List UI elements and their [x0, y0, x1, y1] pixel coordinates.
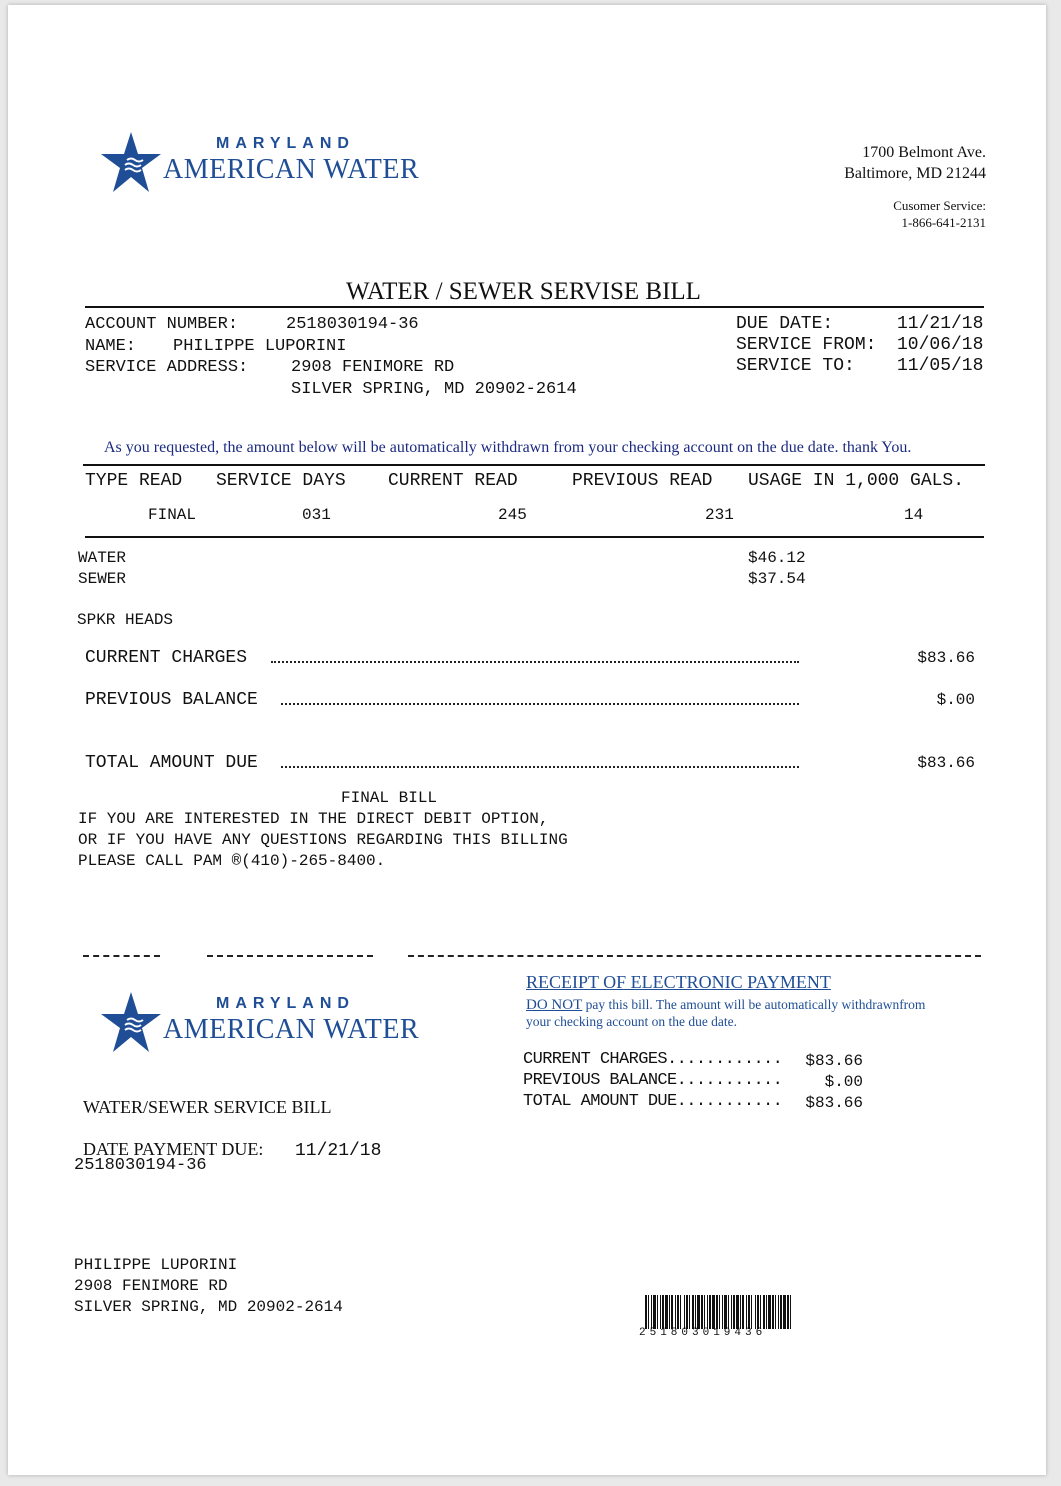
star-icon: [101, 990, 161, 1054]
customer-name: PHILIPPE LUPORINI: [173, 337, 347, 356]
water-charge: $46.12: [748, 549, 806, 567]
mailing-address-line1: 2908 FENIMORE RD: [74, 1277, 228, 1295]
barcode-bar: [695, 1295, 696, 1329]
date-payment-due: 11/21/18: [295, 1141, 382, 1161]
barcode-bar: [704, 1295, 705, 1329]
previous-balance-leader: [281, 703, 799, 705]
account-number-label: ACCOUNT NUMBER:: [85, 315, 239, 334]
barcode-bar: [669, 1295, 670, 1329]
barcode-bar: [748, 1295, 750, 1329]
stub-current-amount: $83.66: [805, 1052, 863, 1070]
barcode-bar: [722, 1295, 723, 1329]
barcode-bar: [787, 1295, 789, 1329]
barcode-bar: [736, 1295, 739, 1329]
due-date: 11/21/18: [897, 314, 984, 334]
barcode-bar: [697, 1295, 700, 1329]
table-bottom-rule: [85, 536, 984, 538]
logo-state-text: MARYLAND: [216, 995, 355, 1012]
barcode-bar: [751, 1295, 752, 1329]
sewer-label: SEWER: [78, 570, 127, 588]
previous-balance-amount: $.00: [936, 691, 975, 709]
autopay-notice: As you requested, the amount below will be automatically withdrawn from your checking account on the due date. thank You.: [104, 439, 912, 456]
barcode-bar: [665, 1295, 668, 1329]
mailing-name: PHILIPPE LUPORINI: [74, 1256, 238, 1274]
current-charges-leader: [271, 661, 799, 663]
barcode-bar: [662, 1295, 664, 1329]
barcode-bar: [728, 1295, 729, 1329]
barcode-bar: [763, 1295, 765, 1329]
customer-service-phone: 1-866-641-2131: [901, 215, 986, 230]
barcode-bar: [783, 1295, 786, 1329]
tear-line-segment-2: [207, 955, 373, 957]
barcode-bar: [755, 1295, 756, 1329]
current-charges-label: CURRENT CHARGES: [85, 648, 248, 668]
due-date-label: DUE DATE:: [736, 314, 834, 334]
stub-total-amount: $83.66: [805, 1094, 863, 1112]
receipt-text-line2: your checking account on the due date.: [526, 1014, 738, 1029]
stub-previous-label: PREVIOUS BALANCE...........: [523, 1071, 783, 1090]
barcode-bar: [707, 1295, 708, 1329]
barcode-bar: [733, 1295, 735, 1329]
name-label: NAME:: [85, 337, 137, 356]
tear-line-segment-1: [83, 955, 160, 957]
logo-state-text: MARYLAND: [216, 135, 355, 152]
barcode-bar: [760, 1295, 761, 1329]
barcode-bar: [657, 1295, 658, 1329]
barcode-bar: [731, 1295, 732, 1329]
company-address-line1: 1700 Belmont Ave.: [862, 144, 986, 161]
barcode-bar: [692, 1295, 694, 1329]
barcode-bar: [648, 1295, 649, 1329]
barcode-bar: [709, 1295, 711, 1329]
barcode-bar: [780, 1295, 782, 1329]
barcode-bar: [716, 1295, 718, 1329]
barcode-bar: [766, 1295, 767, 1329]
receipt-text-line1: [526, 997, 925, 1014]
barcode-bar: [740, 1295, 741, 1329]
star-icon: [101, 130, 161, 194]
account-number: 2518030194-36: [286, 315, 419, 334]
barcode-bar: [742, 1295, 744, 1329]
message-line-1: IF YOU ARE INTERESTED IN THE DIRECT DEBIT OPTION,: [78, 810, 549, 828]
barcode-bar: [645, 1295, 647, 1329]
service-address-line2: SILVER SPRING, MD 20902-2614: [291, 380, 577, 399]
final-bill-label: FINAL BILL: [341, 789, 438, 807]
barcode-bar: [712, 1295, 715, 1329]
barcode-number: 251803019436: [639, 1327, 767, 1339]
service-from: 10/06/18: [897, 335, 984, 355]
mailing-address-line2: SILVER SPRING, MD 20902-2614: [74, 1298, 343, 1316]
header-usage: USAGE IN 1,000 GALS.: [748, 471, 965, 491]
receipt-text-part: pay this bill. The amount will be automatically withdrawnfrom: [582, 997, 926, 1012]
stub-bill-label: WATER/SEWER SERVICE BILL: [83, 1097, 332, 1117]
barcode-bar: [653, 1295, 656, 1329]
message-line-3: PLEASE CALL PAM ®(410)-265-8400.: [78, 852, 386, 870]
total-due-amount: $83.66: [917, 754, 975, 772]
barcode-bar: [790, 1295, 791, 1329]
barcode-bar: [746, 1295, 747, 1329]
barcode-bar: [689, 1295, 690, 1329]
barcode-bar: [719, 1295, 720, 1329]
total-due-leader: [281, 766, 799, 768]
cell-type-read: FINAL: [148, 506, 197, 524]
table-top-rule: [83, 464, 985, 466]
stub-current-label: CURRENT CHARGES............: [523, 1050, 783, 1069]
bill-page: [8, 5, 1046, 1475]
do-not-emphasis: DO NOT: [526, 997, 583, 1013]
date-payment-due-label: DATE PAYMENT DUE:: [83, 1139, 264, 1159]
tear-line-segment-3: [408, 955, 981, 957]
barcode-bar: [757, 1295, 759, 1329]
message-line-2: OR IF YOU HAVE ANY QUESTIONS REGARDING THIS BILLING: [78, 831, 568, 849]
total-due-label: TOTAL AMOUNT DUE: [85, 753, 258, 773]
header-previous-read: PREVIOUS READ: [572, 471, 713, 491]
barcode-bar: [772, 1295, 774, 1329]
service-from-label: SERVICE FROM:: [736, 335, 877, 355]
barcode-bar: [775, 1295, 776, 1329]
stub-previous-amount: $.00: [824, 1073, 863, 1091]
barcode-bar: [778, 1295, 779, 1329]
header-current-read: CURRENT READ: [388, 471, 518, 491]
barcode-bar: [651, 1295, 652, 1329]
barcode-bar: [675, 1295, 676, 1329]
service-to: 11/05/18: [897, 356, 984, 376]
water-label: WATER: [78, 549, 127, 567]
company-address-line2: Baltimore, MD 21244: [844, 165, 986, 182]
sewer-charge: $37.54: [748, 570, 806, 588]
barcode-bar: [724, 1295, 727, 1329]
stub-account-number: 2518030194-36: [74, 1156, 207, 1175]
bill-title: WATER / SEWER SERVISE BILL: [346, 278, 701, 305]
logo-company-name: AMERICAN WATER: [163, 1014, 420, 1045]
logo-company-name: AMERICAN WATER: [163, 154, 420, 185]
cell-service-days: 031: [302, 506, 331, 524]
receipt-title: RECEIPT OF ELECTRONIC PAYMENT: [526, 972, 831, 992]
barcode-bar: [768, 1295, 771, 1329]
customer-service-label: Cusomer Service:: [893, 198, 986, 213]
cell-usage: 14: [904, 506, 924, 524]
barcode: [645, 1295, 795, 1329]
barcode-bar: [677, 1295, 679, 1329]
company-logo: [101, 130, 421, 200]
previous-balance-label: PREVIOUS BALANCE: [85, 690, 258, 710]
barcode-bar: [680, 1295, 681, 1329]
barcode-bar: [660, 1295, 661, 1329]
barcode-bar: [701, 1295, 703, 1329]
header-type-read: TYPE READ: [85, 471, 183, 491]
service-address-line1: 2908 FENIMORE RD: [291, 358, 455, 377]
title-rule: [85, 306, 984, 308]
barcode-bar: [686, 1295, 688, 1329]
current-charges-amount: $83.66: [917, 649, 975, 667]
stub-total-label: TOTAL AMOUNT DUE...........: [523, 1092, 783, 1111]
barcode-bar: [671, 1295, 673, 1329]
service-address-label: SERVICE ADDRESS:: [85, 358, 249, 377]
header-service-days: SERVICE DAYS: [216, 471, 346, 491]
cell-previous-read: 231: [705, 506, 734, 524]
barcode-bar: [684, 1295, 685, 1329]
spkr-heads-label: SPKR HEADS: [77, 611, 174, 629]
cell-current-read: 245: [498, 506, 527, 524]
service-to-label: SERVICE TO:: [736, 356, 855, 376]
stub-company-logo: [101, 990, 421, 1060]
